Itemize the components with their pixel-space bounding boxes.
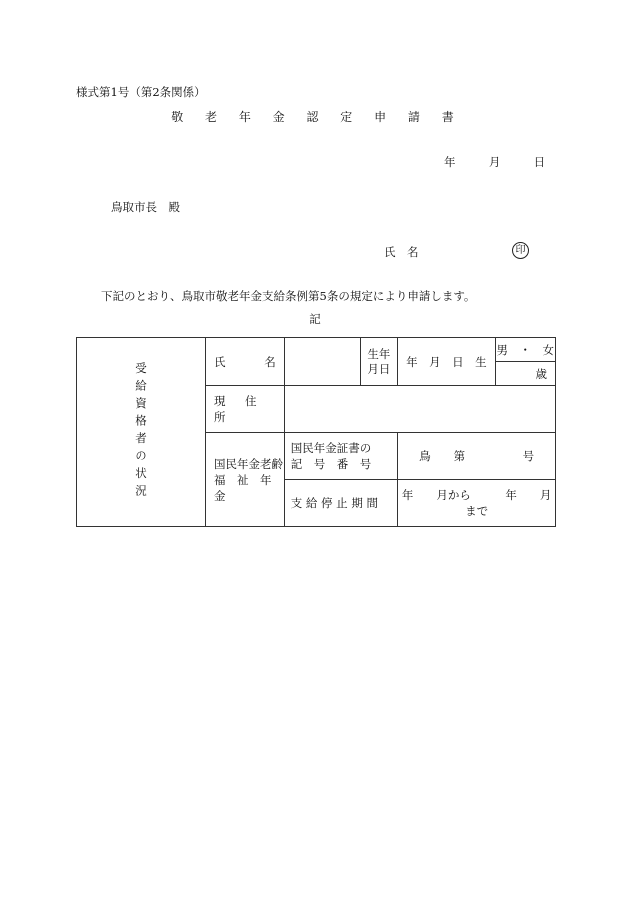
address-label: 現 住 所 xyxy=(214,394,276,424)
side-label: 受給資格者の状況 xyxy=(134,362,148,502)
pension-label-2: 福 祉 年 金 xyxy=(214,472,283,503)
document-title: 敬 老 年 金 認 定 申 請 書 xyxy=(171,110,463,124)
suspension-period-field[interactable] xyxy=(398,480,556,527)
age-unit: 歳 xyxy=(535,366,547,381)
date-year: 年 xyxy=(444,155,456,169)
date-line xyxy=(444,154,545,170)
address-field[interactable] xyxy=(284,386,555,433)
gender-field[interactable] xyxy=(495,338,555,362)
form-number: 様式第1号（第2条関係） xyxy=(76,85,206,99)
seal-mark: 印 xyxy=(512,242,529,259)
name-label-1: 氏 xyxy=(214,354,226,369)
date-day: 日 xyxy=(533,155,546,169)
gender-options: 男 ・ 女 xyxy=(496,342,555,357)
name-label-2: 名 xyxy=(264,354,276,369)
cert-label-1: 国民年金証書の xyxy=(290,441,372,455)
ki-heading: 記 xyxy=(309,312,321,326)
birth-label-cell xyxy=(360,338,398,386)
side-label-cell xyxy=(77,338,206,527)
pension-label-cell xyxy=(206,433,285,527)
birth-date-value: 年 月 日 生 xyxy=(406,354,487,369)
address-label-cell xyxy=(206,386,285,433)
cert-number-field[interactable] xyxy=(398,433,556,480)
birth-label-1: 生年 xyxy=(367,346,391,361)
name-field[interactable] xyxy=(284,338,360,386)
birth-date-field[interactable] xyxy=(398,338,495,386)
application-table xyxy=(76,337,556,527)
cert-label-2: 記 号 番 号 xyxy=(290,457,372,471)
birth-label-2: 月日 xyxy=(367,361,391,376)
cert-number-value: 鳥 第 号 xyxy=(419,449,535,463)
pension-label-1: 国民年金老齢 xyxy=(214,456,283,471)
addressee: 鳥取市長 殿 xyxy=(111,200,180,214)
name-label-cell xyxy=(206,338,285,386)
suspension-label-cell xyxy=(284,480,397,527)
suspension-value: 年 月から 年 月まで xyxy=(401,488,552,518)
cert-label-cell xyxy=(284,433,397,480)
intro-text: 下記のとおり、鳥取市敬老年金支給条例第5条の規定により申請します。 xyxy=(101,289,476,303)
date-month: 月 xyxy=(488,155,501,169)
applicant-name-label: 氏 名 xyxy=(384,245,419,259)
suspension-label: 支 給 停 止 期 間 xyxy=(290,496,378,510)
age-field[interactable] xyxy=(495,362,555,386)
